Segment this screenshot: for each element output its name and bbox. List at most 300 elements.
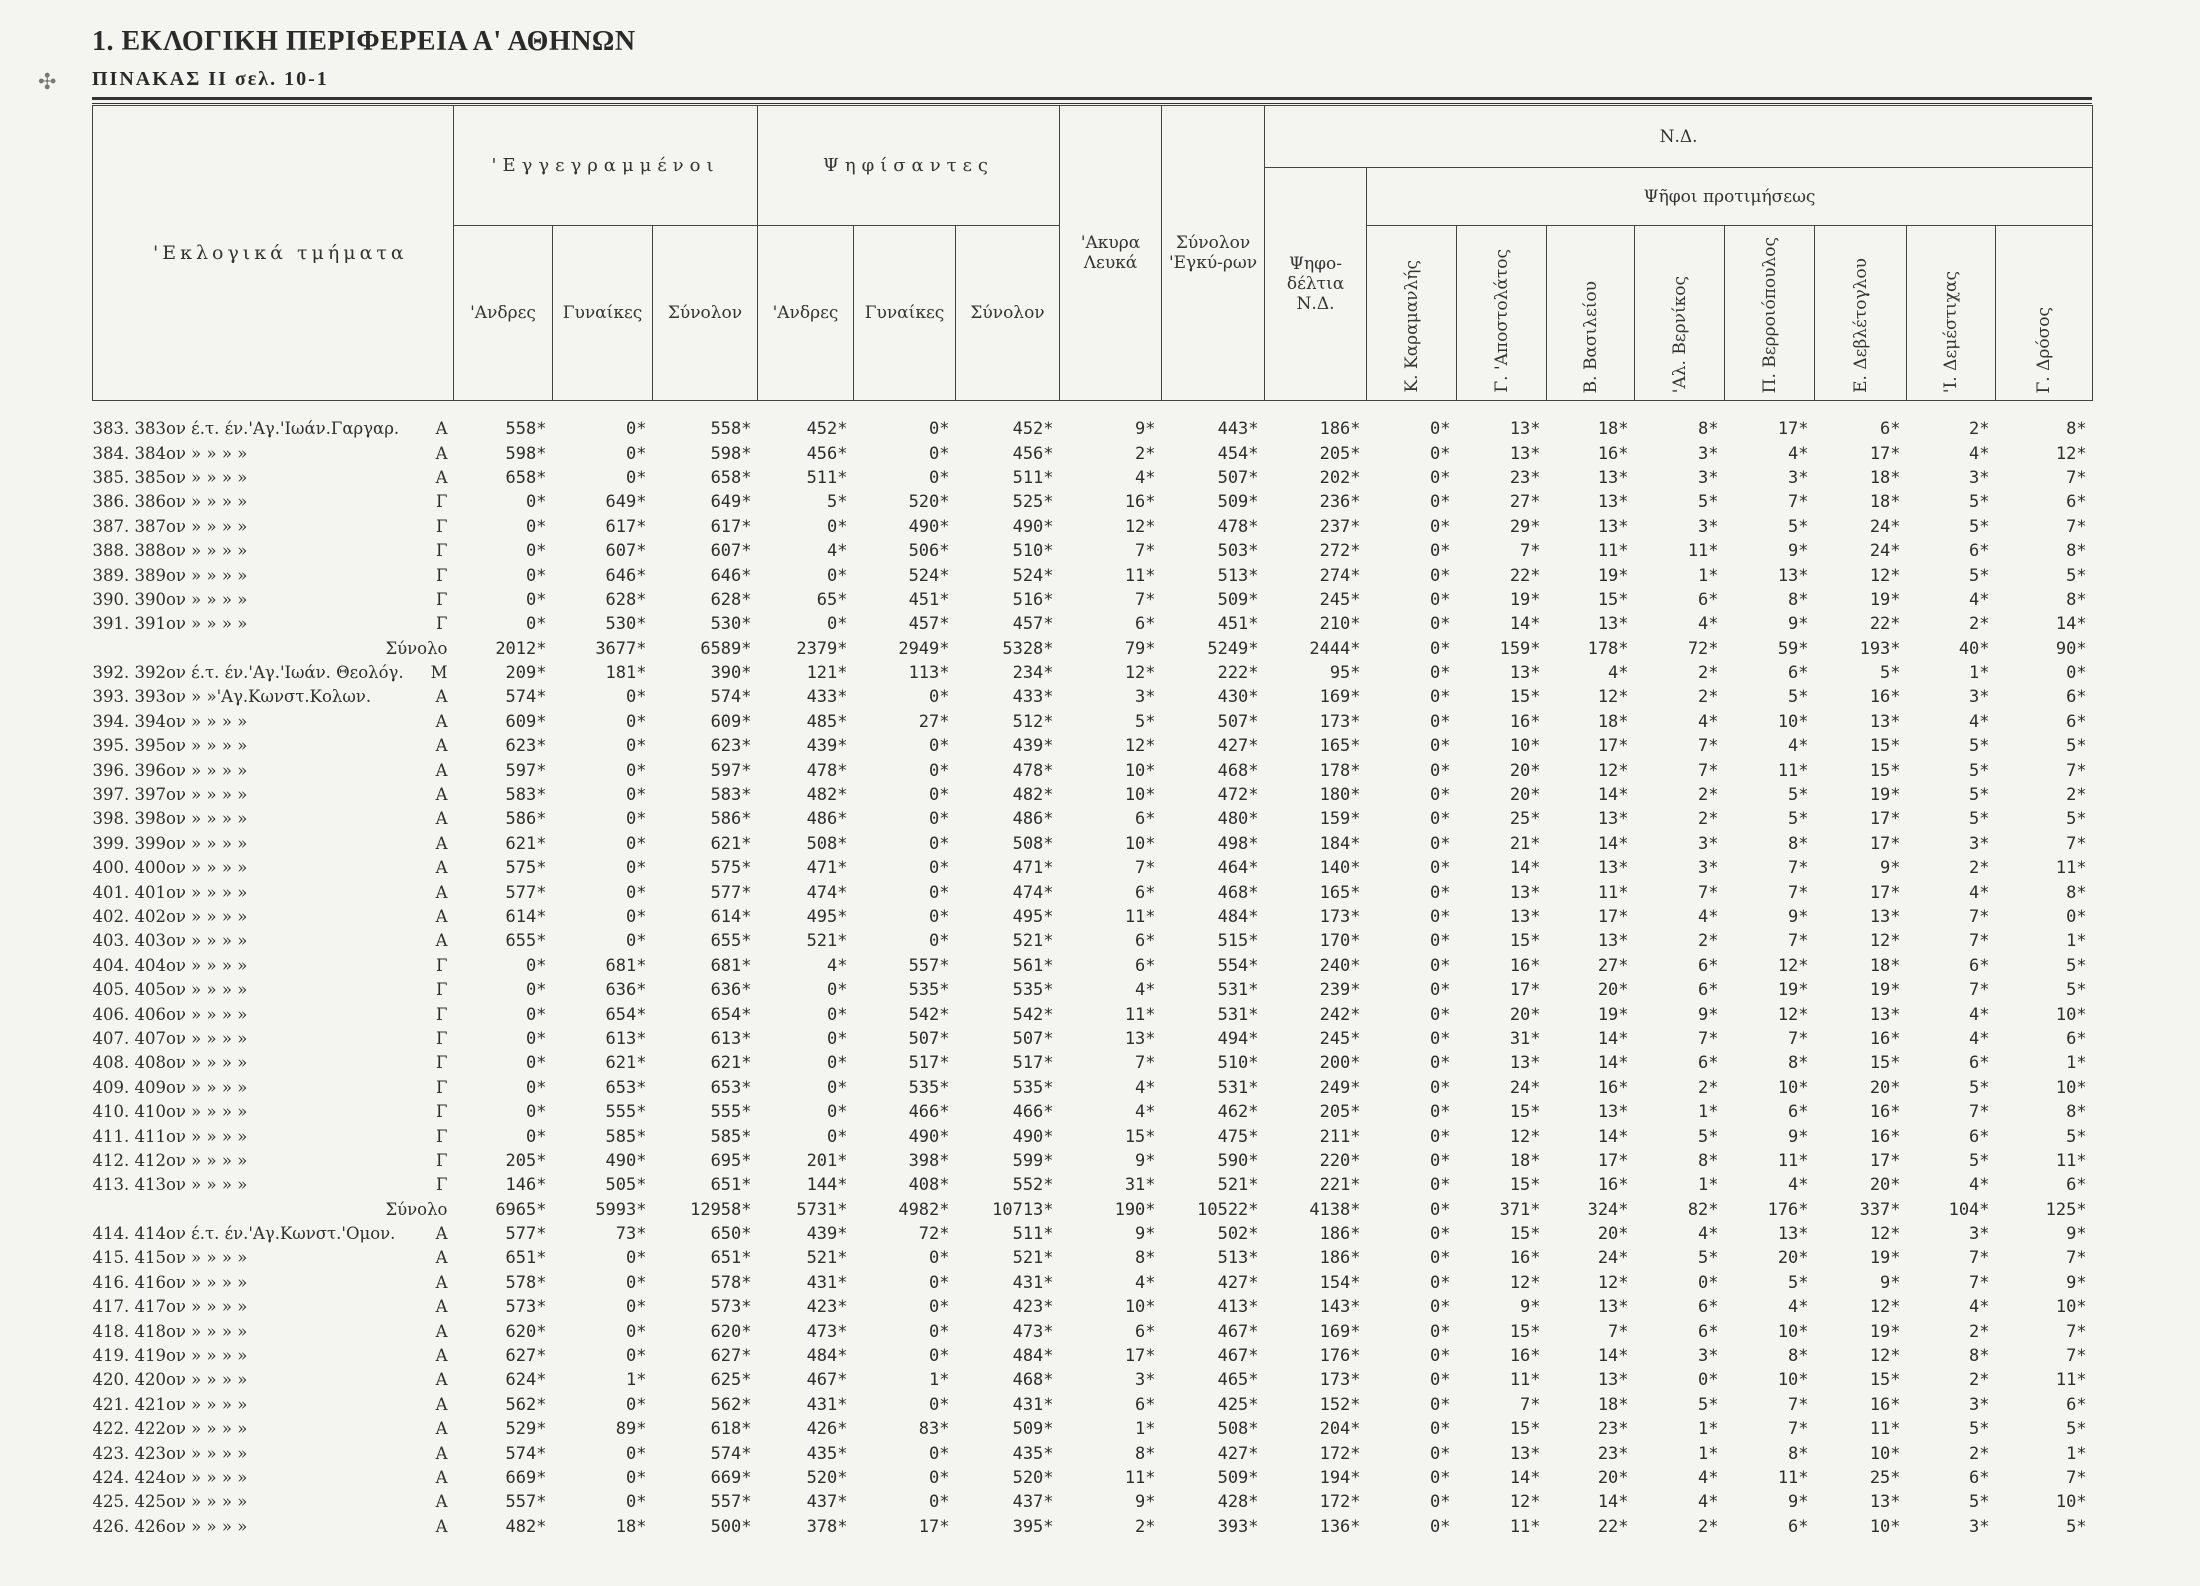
table-cell: 186* xyxy=(1319,1248,1361,1269)
table-cell: 557* xyxy=(505,1492,547,1513)
table-cell: 9* xyxy=(1788,907,1809,927)
table-cell: 0* xyxy=(1430,663,1451,684)
table-cell: 6* xyxy=(1969,1053,1990,1074)
table-cell: 5249* xyxy=(1207,638,1259,659)
table-cell: 542* xyxy=(908,1004,950,1025)
table-cell: 0* xyxy=(626,711,647,732)
table-cell: 19* xyxy=(1869,980,1901,1001)
section-type: Γ xyxy=(436,541,448,561)
table-cell: 425* xyxy=(1217,1394,1259,1415)
table-cell: 0* xyxy=(929,687,950,708)
table-cell: 433* xyxy=(1012,687,1054,708)
table-cell: 9* xyxy=(1135,419,1156,440)
section-type: Γ xyxy=(436,980,448,1000)
table-cell: 627* xyxy=(505,1346,547,1367)
table-cell: 9* xyxy=(1520,1297,1541,1318)
table-cell: 15* xyxy=(1509,1321,1541,1342)
table-cell: 0* xyxy=(1430,1492,1451,1513)
table-cell: 0* xyxy=(1430,1004,1451,1025)
table-cell: 12* xyxy=(1124,663,1156,684)
section-label xyxy=(93,1198,454,1222)
table-cell: 613* xyxy=(605,1028,647,1049)
table-cell: 0* xyxy=(929,1467,950,1488)
table-cell: 0* xyxy=(1430,882,1451,903)
table-cell: 578* xyxy=(505,1272,547,1293)
table-cell: 0* xyxy=(1430,1419,1451,1440)
table-cell: 535* xyxy=(908,1077,950,1098)
table-cell: 14* xyxy=(1597,1346,1629,1367)
table-cell: 0* xyxy=(626,1248,647,1269)
table-cell: 6* xyxy=(2066,687,2087,708)
table-cell: 2* xyxy=(2066,785,2087,806)
table-cell: 451* xyxy=(908,589,950,610)
table-cell: 245* xyxy=(1319,1028,1361,1049)
table-cell: 472* xyxy=(1217,785,1259,806)
table-cell: 531* xyxy=(1217,1077,1259,1098)
section-name: 415. 415ον » » » » xyxy=(92,1248,248,1268)
table-cell: 484* xyxy=(806,1346,848,1367)
table-cell: 531* xyxy=(1217,1004,1259,1025)
table-cell: 457* xyxy=(1012,614,1054,635)
table-cell: 10* xyxy=(2055,1492,2087,1513)
table-cell: 480* xyxy=(1217,809,1259,830)
table-row xyxy=(93,612,2093,636)
table-cell: 83* xyxy=(918,1419,950,1440)
table-cell: 5* xyxy=(2066,980,2087,1001)
table-cell: 0* xyxy=(1430,980,1451,1001)
table-cell: 1* xyxy=(1698,1175,1719,1196)
table-cell: 13* xyxy=(1597,1297,1629,1318)
table-cell: 5* xyxy=(2066,1419,2087,1440)
table-cell: 427* xyxy=(1217,736,1259,757)
section-type: Α xyxy=(435,760,448,780)
table-cell: 2012* xyxy=(495,638,547,659)
table-cell: 7* xyxy=(2066,1248,2087,1269)
table-cell: 0* xyxy=(929,1443,950,1464)
table-cell: 194* xyxy=(1319,1467,1361,1488)
table-cell: 6* xyxy=(1880,419,1901,440)
table-cell: 0* xyxy=(929,882,950,903)
table-cell: 0* xyxy=(626,443,647,464)
table-cell: 613* xyxy=(710,1028,752,1049)
table-cell: 4* xyxy=(1788,1297,1809,1318)
table-cell: 7* xyxy=(1969,1272,1990,1293)
table-cell: 7* xyxy=(1969,1102,1990,1123)
table-cell: 125* xyxy=(2045,1199,2087,1220)
table-cell: 531* xyxy=(1217,980,1259,1001)
table-cell: 575* xyxy=(710,858,752,879)
table-cell: 507* xyxy=(908,1028,950,1049)
section-name: 426. 426ον » » » » xyxy=(92,1516,248,1536)
table-cell: 13* xyxy=(1597,1102,1629,1123)
section-name: 421. 421ον » » » » xyxy=(92,1394,248,1414)
table-cell: 14* xyxy=(1597,833,1629,854)
table-cell: 16* xyxy=(1597,443,1629,464)
table-cell: 16* xyxy=(1597,1077,1629,1098)
table-cell: 0* xyxy=(2066,907,2087,927)
table-cell: 5* xyxy=(1969,785,1990,806)
table-cell: 222* xyxy=(1217,663,1259,684)
table-cell: 17* xyxy=(1777,419,1809,440)
table-cell: 561* xyxy=(1012,955,1054,976)
table-cell: 623* xyxy=(710,736,752,757)
table-cell: 143* xyxy=(1319,1297,1361,1318)
section-name: 392. 392ον έ.τ. έν.'Αγ.'Ιωάν. Θεολόγ. xyxy=(92,663,404,683)
table-cell: 4982* xyxy=(898,1199,950,1220)
margin-mark: ✣ xyxy=(38,70,57,95)
table-cell: 505* xyxy=(605,1175,647,1196)
table-cell: 0* xyxy=(1430,736,1451,757)
table-cell: 0* xyxy=(1430,1272,1451,1293)
col-valid: Σύνολον 'Εγκύ-ρων xyxy=(1162,106,1265,401)
table-cell: 13* xyxy=(1869,907,1901,927)
table-cell: 24* xyxy=(1869,516,1901,537)
table-cell: 20* xyxy=(1597,980,1629,1001)
table-cell: 5731* xyxy=(796,1199,848,1220)
table-cell: 433* xyxy=(806,687,848,708)
table-cell: 12* xyxy=(1124,736,1156,757)
table-cell: 2* xyxy=(1698,1516,1719,1537)
section-name: 403. 403ον » » » » xyxy=(92,931,248,951)
section-name: 395. 395ον » » » » xyxy=(92,736,248,756)
table-cell: 15* xyxy=(1869,736,1901,757)
table-cell: 0* xyxy=(526,1077,547,1098)
table-cell: 5* xyxy=(1969,1419,1990,1440)
table-cell: 524* xyxy=(908,565,950,586)
section-label xyxy=(93,1368,454,1392)
table-cell: 169* xyxy=(1319,687,1361,708)
table-cell: 184* xyxy=(1319,833,1361,854)
table-cell: 11* xyxy=(1124,907,1156,927)
table-cell: 89* xyxy=(615,1419,647,1440)
table-cell: 136* xyxy=(1319,1516,1361,1537)
col-candidate-3: Β. Βασιλείου xyxy=(1547,226,1635,401)
table-row xyxy=(93,563,2093,587)
table-cell: 0* xyxy=(929,1346,950,1367)
table-cell: 337* xyxy=(1859,1199,1901,1220)
table-cell: 467* xyxy=(806,1370,848,1391)
table-cell: 651* xyxy=(710,1248,752,1269)
table-cell: 24* xyxy=(1597,1248,1629,1269)
table-cell: 0* xyxy=(626,1467,647,1488)
table-cell: 0* xyxy=(626,467,647,488)
table-cell: 3* xyxy=(1969,1516,1990,1537)
table-cell: 140* xyxy=(1319,858,1361,879)
table-cell: 13* xyxy=(1509,419,1541,440)
table-cell: 0* xyxy=(626,1443,647,1464)
table-cell: 5* xyxy=(827,492,848,513)
total-label: Σύνολο xyxy=(385,638,448,658)
table-cell: 211* xyxy=(1319,1126,1361,1147)
table-row xyxy=(93,880,2093,904)
section-name: 418. 418ον » » » » xyxy=(92,1321,248,1341)
table-cell: 0* xyxy=(1430,419,1451,440)
table-row xyxy=(93,466,2093,490)
table-cell: 456* xyxy=(1012,443,1054,464)
page-title: 1. ΕΚΛΟΓΙΚΗ ΠΕΡΙΦΕΡΕΙΑ Α' ΑΘΗΝΩΝ xyxy=(92,26,636,57)
section-label xyxy=(93,1100,454,1124)
table-cell: 0* xyxy=(526,1028,547,1049)
section-label xyxy=(93,954,454,978)
table-cell: 535* xyxy=(1012,980,1054,1001)
table-cell: 3* xyxy=(1969,1394,1990,1415)
section-label xyxy=(93,1271,454,1295)
table-cell: 466* xyxy=(908,1102,950,1123)
table-cell: 172* xyxy=(1319,1443,1361,1464)
table-cell: 4* xyxy=(1135,1102,1156,1123)
table-cell: 11* xyxy=(1509,1516,1541,1537)
table-cell: 7* xyxy=(2066,833,2087,854)
table-cell: 16* xyxy=(1869,1102,1901,1123)
table-cell: 468* xyxy=(1012,1370,1054,1391)
table-cell: 0* xyxy=(526,1102,547,1123)
table-cell: 431* xyxy=(1012,1272,1054,1293)
table-cell: 14* xyxy=(1597,1053,1629,1074)
table-cell: 452* xyxy=(1012,419,1054,440)
table-cell: 10* xyxy=(2055,1077,2087,1098)
table-cell: 12* xyxy=(1777,955,1809,976)
section-type: Α xyxy=(435,858,448,878)
table-cell: 10713* xyxy=(992,1199,1054,1220)
table-cell: 7* xyxy=(1788,931,1809,952)
table-cell: 9* xyxy=(1788,1126,1809,1147)
table-cell: 0* xyxy=(827,516,848,537)
table-cell: 669* xyxy=(710,1467,752,1488)
section-type: Γ xyxy=(436,1175,448,1195)
table-cell: 0* xyxy=(1430,614,1451,635)
table-row xyxy=(93,539,2093,563)
table-cell: 20* xyxy=(1509,1004,1541,1025)
table-cell: 0* xyxy=(1430,809,1451,830)
table-cell: 583* xyxy=(505,785,547,806)
table-cell: 31* xyxy=(1509,1028,1541,1049)
table-cell: 220* xyxy=(1319,1150,1361,1171)
section-label xyxy=(93,539,454,563)
table-cell: 4* xyxy=(1788,443,1809,464)
table-cell: 5* xyxy=(1969,1150,1990,1171)
table-cell: 13* xyxy=(1124,1028,1156,1049)
table-cell: 6* xyxy=(1788,1516,1809,1537)
section-label xyxy=(93,441,454,465)
table-cell: 490* xyxy=(1012,516,1054,537)
table-cell: 11* xyxy=(1687,541,1719,562)
table-row xyxy=(93,929,2093,953)
table-cell: 10* xyxy=(2055,1297,2087,1318)
table-cell: 0* xyxy=(1430,443,1451,464)
table-cell: 0* xyxy=(1430,541,1451,562)
table-row xyxy=(93,1490,2093,1514)
col-group-party: Ν.Δ. xyxy=(1265,106,2093,168)
section-name: 388. 388ον » » » » xyxy=(92,541,248,561)
table-cell: 9* xyxy=(1788,614,1809,635)
table-cell: 24* xyxy=(1869,541,1901,562)
table-cell: 6* xyxy=(1135,882,1156,903)
table-cell: 507* xyxy=(1012,1028,1054,1049)
table-cell: 4* xyxy=(1969,882,1990,903)
table-cell: 0* xyxy=(526,614,547,635)
table-cell: 11* xyxy=(1777,760,1809,781)
table-cell: 7* xyxy=(2066,467,2087,488)
table-row xyxy=(93,1271,2093,1295)
table-row xyxy=(93,856,2093,880)
table-cell: 599* xyxy=(1012,1150,1054,1171)
table-cell: 12958* xyxy=(690,1199,752,1220)
table-cell: 654* xyxy=(605,1004,647,1025)
table-cell: 503* xyxy=(1217,541,1259,562)
table-cell: 5* xyxy=(1698,1394,1719,1415)
section-label xyxy=(93,1002,454,1026)
section-type: Γ xyxy=(436,1053,448,1073)
table-cell: 624* xyxy=(505,1370,547,1391)
table-cell: 11* xyxy=(1509,1370,1541,1391)
table-cell: 621* xyxy=(710,833,752,854)
table-cell: 10* xyxy=(1124,1297,1156,1318)
table-cell: 4* xyxy=(1969,443,1990,464)
table-cell: 16* xyxy=(1509,955,1541,976)
table-cell: 12* xyxy=(1869,1224,1901,1245)
table-cell: 520* xyxy=(806,1467,848,1488)
table-cell: 6* xyxy=(1698,955,1719,976)
table-cell: 1* xyxy=(626,1370,647,1391)
col-candidate-5: Π. Βερροιόπουλος xyxy=(1725,226,1815,401)
table-cell: 18* xyxy=(1597,419,1629,440)
table-cell: 0* xyxy=(1698,1272,1719,1293)
table-cell: 495* xyxy=(1012,907,1054,927)
table-cell: 521* xyxy=(1012,931,1054,952)
table-cell: 510* xyxy=(1217,1053,1259,1074)
table-cell: 23* xyxy=(1597,1419,1629,1440)
table-cell: 6* xyxy=(1788,663,1809,684)
table-cell: 2* xyxy=(1969,858,1990,879)
table-cell: 0* xyxy=(1430,1370,1451,1391)
table-cell: 3* xyxy=(1698,516,1719,537)
table-cell: 176* xyxy=(1767,1199,1809,1220)
section-label xyxy=(93,832,454,856)
table-cell: 0* xyxy=(827,980,848,1001)
table-cell: 4* xyxy=(827,541,848,562)
section-type: Α xyxy=(435,1248,448,1268)
table-cell: 585* xyxy=(710,1126,752,1147)
table-cell: 628* xyxy=(710,589,752,610)
table-cell: 557* xyxy=(908,955,950,976)
table-cell: 490* xyxy=(908,516,950,537)
table-cell: 583* xyxy=(710,785,752,806)
table-cell: 0* xyxy=(1430,1126,1451,1147)
table-cell: 3* xyxy=(1698,443,1719,464)
table-cell: 6* xyxy=(1969,1467,1990,1488)
table-row xyxy=(93,710,2093,734)
table-cell: 457* xyxy=(908,614,950,635)
table-cell: 558* xyxy=(505,419,547,440)
table-cell: 10* xyxy=(1869,1443,1901,1464)
table-cell: 5* xyxy=(1969,565,1990,586)
section-type: Γ xyxy=(436,516,448,536)
table-cell: 4* xyxy=(1698,907,1719,927)
table-cell: 467* xyxy=(1217,1346,1259,1367)
table-cell: 467* xyxy=(1217,1321,1259,1342)
table-row xyxy=(93,515,2093,539)
table-row xyxy=(93,905,2093,929)
table-cell: 609* xyxy=(505,711,547,732)
table-cell: 205* xyxy=(505,1150,547,1171)
table-cell: 482* xyxy=(505,1516,547,1537)
table-cell: 509* xyxy=(1217,492,1259,513)
section-type: Γ xyxy=(436,492,448,512)
table-cell: 7* xyxy=(1520,1394,1541,1415)
table-cell: 681* xyxy=(605,955,647,976)
section-type: Α xyxy=(435,1297,448,1317)
table-row xyxy=(93,1319,2093,1343)
table-cell: 18* xyxy=(1869,955,1901,976)
section-name: 390. 390ον » » » » xyxy=(92,589,248,609)
table-cell: 79* xyxy=(1124,638,1156,659)
table-cell: 4* xyxy=(1135,1077,1156,1098)
table-cell: 508* xyxy=(1217,1419,1259,1440)
table-cell: 502* xyxy=(1217,1224,1259,1245)
table-cell: 456* xyxy=(806,443,848,464)
table-cell: 146* xyxy=(505,1175,547,1196)
table-cell: 12* xyxy=(1869,1346,1901,1367)
table-cell: 15* xyxy=(1509,1419,1541,1440)
table-cell: 205* xyxy=(1319,1102,1361,1123)
col-stub: 'Εκλογικά τμήματα xyxy=(93,106,454,401)
table-cell: 0* xyxy=(1430,1321,1451,1342)
table-cell: 18* xyxy=(1597,1394,1629,1415)
table-row xyxy=(93,441,2093,465)
table-cell: 13* xyxy=(1597,614,1629,635)
table-cell: 6589* xyxy=(700,638,752,659)
table-body xyxy=(93,401,2093,1539)
table-cell: 5* xyxy=(1969,492,1990,513)
table-cell: 0* xyxy=(929,785,950,806)
table-cell: 0* xyxy=(1430,833,1451,854)
table-cell: 0* xyxy=(827,1102,848,1123)
table-row xyxy=(93,1149,2093,1173)
section-label xyxy=(93,1051,454,1075)
table-cell: 651* xyxy=(505,1248,547,1269)
table-cell: 4* xyxy=(1135,1272,1156,1293)
table-cell: 178* xyxy=(1319,760,1361,781)
table-cell: 186* xyxy=(1319,419,1361,440)
table-cell: 607* xyxy=(605,541,647,562)
section-label xyxy=(93,1222,454,1246)
table-cell: 169* xyxy=(1319,1321,1361,1342)
table-cell: 19* xyxy=(1869,1248,1901,1269)
section-label xyxy=(93,1466,454,1490)
table-cell: 12* xyxy=(1869,1297,1901,1318)
table-cell: 0* xyxy=(929,443,950,464)
table-cell: 8* xyxy=(1788,1346,1809,1367)
table-cell: 1* xyxy=(1698,565,1719,586)
table-cell: 17* xyxy=(1597,1150,1629,1171)
table-cell: 14* xyxy=(1597,1492,1629,1513)
table-cell: 614* xyxy=(505,907,547,927)
table-cell: 11* xyxy=(1597,882,1629,903)
section-label xyxy=(93,588,454,612)
table-cell: 0* xyxy=(1430,1053,1451,1074)
table-cell: 17* xyxy=(1869,443,1901,464)
section-name: 420. 420ον » » » » xyxy=(92,1370,248,1390)
table-cell: 10* xyxy=(1124,833,1156,854)
table-cell: 20* xyxy=(1597,1224,1629,1245)
section-label xyxy=(93,1246,454,1270)
table-cell: 236* xyxy=(1319,492,1361,513)
section-type: Γ xyxy=(436,1150,448,1170)
section-type: Α xyxy=(435,1516,448,1536)
table-cell: 530* xyxy=(710,614,752,635)
table-cell: 16* xyxy=(1869,687,1901,708)
table-cell: 439* xyxy=(1012,736,1054,757)
